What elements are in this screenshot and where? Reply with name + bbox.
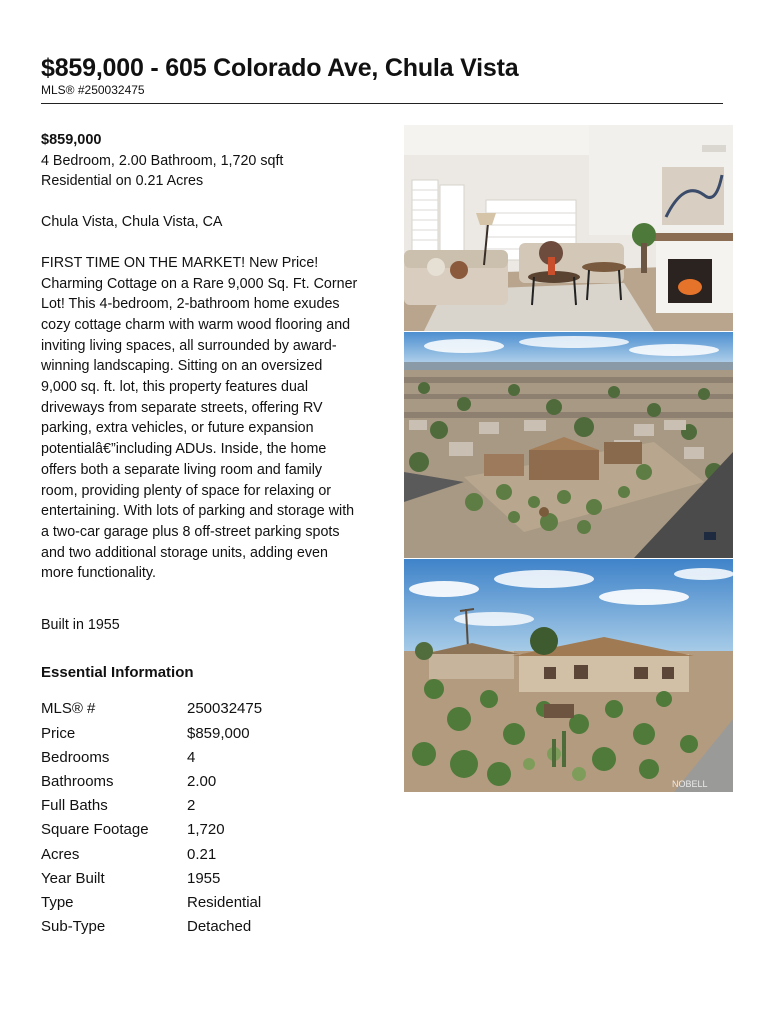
info-value: 4 (187, 748, 196, 766)
info-row (41, 843, 361, 867)
info-value: 2 (187, 797, 196, 815)
info-row (41, 746, 361, 770)
info-label: Sub-Type (41, 918, 106, 936)
info-value: 0.21 (187, 845, 217, 863)
info-row (41, 867, 361, 891)
info-row (41, 818, 361, 842)
title-divider (41, 103, 723, 104)
essential-info-heading: Essential Information (41, 663, 194, 681)
listing-title: $859,000 - 605 Colorado Ave, Chula Vista (41, 54, 519, 82)
info-row (41, 794, 361, 818)
year-built-text: Built in 1955 (41, 617, 120, 634)
listing-details (41, 130, 361, 939)
info-label: Type (41, 893, 74, 911)
description: FIRST TIME ON THE MARKET! New Price! Charming Cottage on a Rare 9,000 Sq. Ft. Corner Lot! This 4-bedroom, 2-bathroom home exudes cozy cottage charm with warm wood flooring and inviting living spaces, all surrounded by award-winning landscaping. Sitting on an oversized 9,000 sq. ft. lot, this property features dual driveways from separate streets, offering RV parking, extra vehicles, or future expansion potentialâ€”including ADUs. Inside, the home offers both a separate living room and family room, providing plenty of space for relaxing or entertaining. With lots of parking and storage with a two-car garage plus 8 off-street parking spots and two additional storage units, adding even more functionality. (41, 254, 358, 582)
photo-front-yard[interactable] (404, 559, 733, 792)
property-type: Residential on 0.21 Acres (41, 173, 204, 190)
info-value: 1,720 (187, 821, 225, 839)
front-yard-image (404, 559, 733, 792)
info-value: 2.00 (187, 773, 217, 791)
info-row (41, 770, 361, 794)
info-label: MLS® # (41, 700, 96, 718)
mls-number: MLS® #250032475 (41, 83, 145, 97)
summary: 4 Bedroom, 2.00 Bathroom, 1,720 sqft (41, 152, 284, 169)
info-label: Acres (41, 845, 80, 863)
info-label: Bedrooms (41, 748, 110, 766)
info-label: Year Built (41, 869, 105, 887)
essential-info-table (41, 697, 361, 939)
info-value: $859,000 (187, 724, 250, 742)
photo-aerial[interactable] (404, 332, 733, 558)
info-value: 250032475 (187, 700, 263, 718)
info-row (41, 697, 361, 721)
aerial-image (404, 332, 733, 558)
info-row (41, 891, 361, 915)
watermark: NOBELL (672, 779, 708, 789)
info-label: Full Baths (41, 797, 108, 815)
info-label: Bathrooms (41, 773, 114, 791)
photo-living-room[interactable] (404, 125, 733, 331)
info-value: Detached (187, 918, 252, 936)
living-room-image (404, 125, 733, 331)
info-value: Residential (187, 893, 262, 911)
location: Chula Vista, Chula Vista, CA (41, 214, 223, 231)
info-row (41, 722, 361, 746)
info-value: 1955 (187, 869, 221, 887)
info-label: Square Footage (41, 821, 149, 839)
price: $859,000 (41, 132, 102, 148)
info-row (41, 915, 361, 939)
info-label: Price (41, 724, 76, 742)
